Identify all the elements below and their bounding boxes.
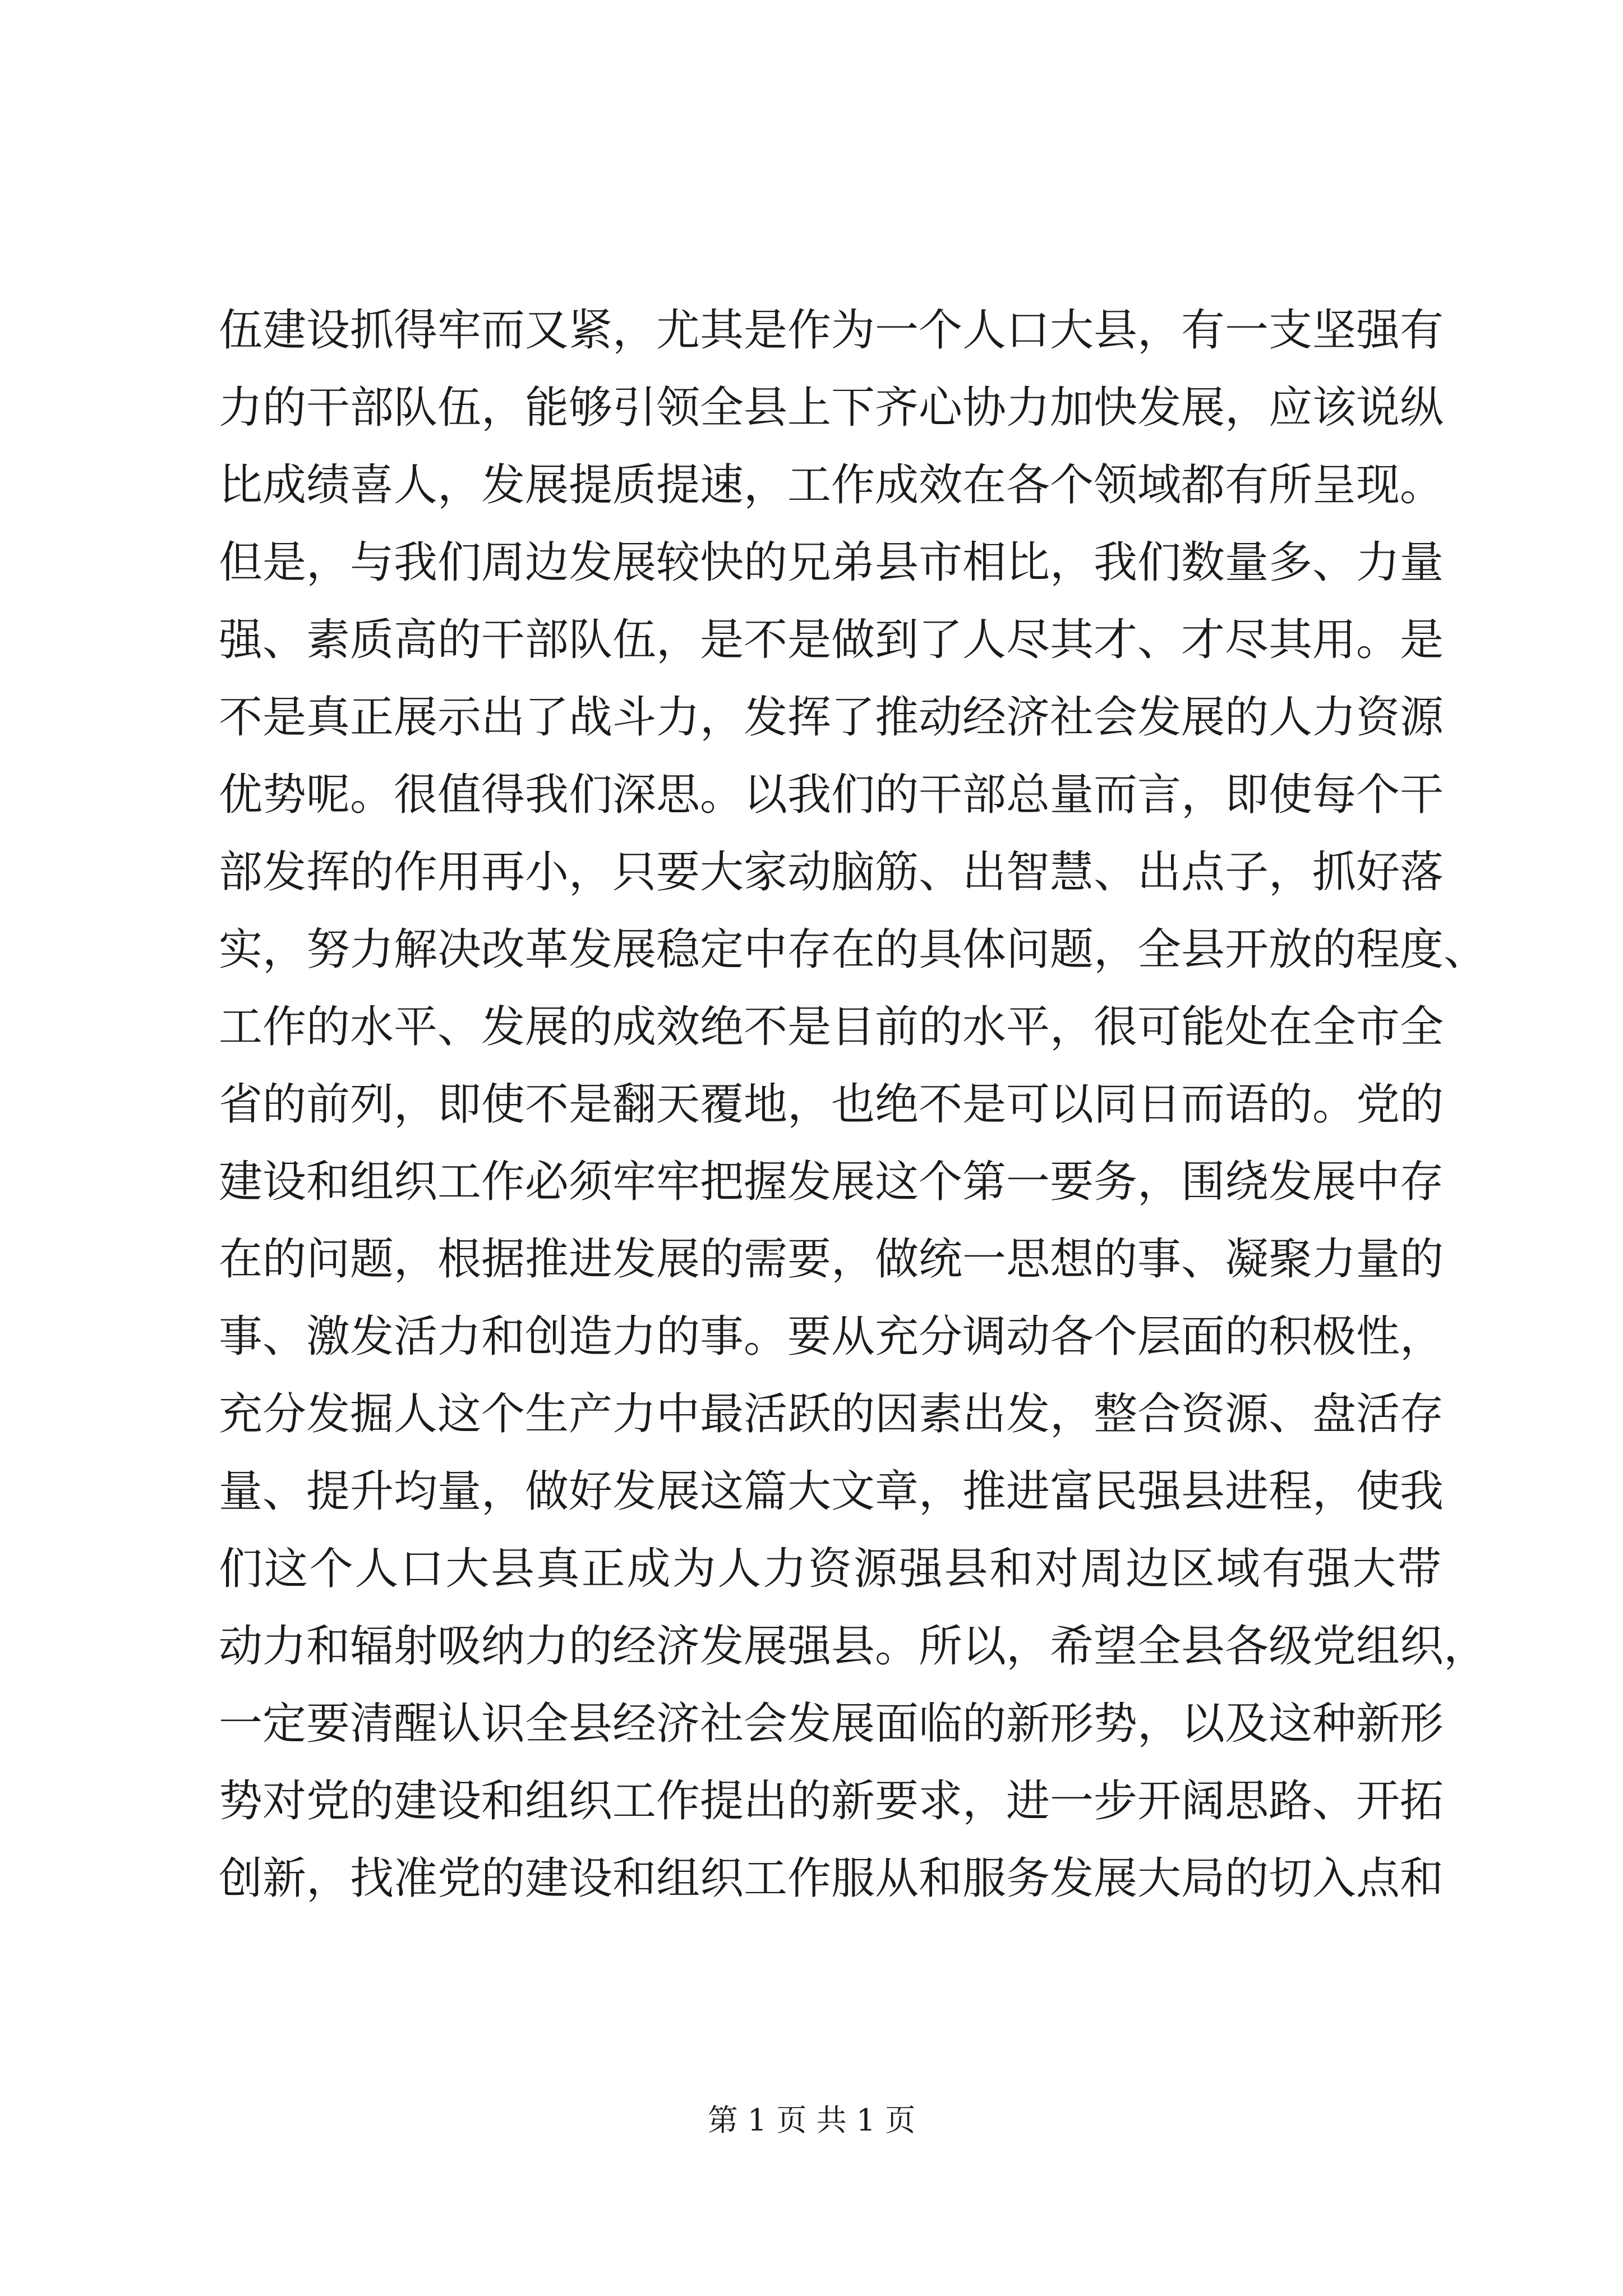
text-line: 建设和组织工作必须牢牢把握发展这个第一要务，围绕发展中存 bbox=[219, 1157, 1444, 1207]
text-line: 强、素质高的干部队伍，是不是做到了人尽其才、才尽其用。是 bbox=[219, 615, 1444, 665]
text-line: 实，努力解决改革发展稳定中存在的具体问题，全县开放的程度、 bbox=[219, 924, 1488, 975]
page-footer: 第 1 页 共 1 页 bbox=[707, 2102, 916, 2138]
text-line: 事、激发活力和创造力的事。要从充分调动各个层面的积极性， bbox=[219, 1312, 1444, 1362]
text-line: 比成绩喜人，发展提质提速，工作成效在各个领域都有所呈现。 bbox=[219, 460, 1444, 510]
text-line: 但是，与我们周边发展较快的兄弟县市相比，我们数量多、力量 bbox=[219, 537, 1444, 588]
text-line: 不是真正展示出了战斗力，发挥了推动经济社会发展的人力资源 bbox=[219, 692, 1444, 743]
text-line: 优势呢。很值得我们深思。以我们的干部总量而言，即使每个干 bbox=[219, 770, 1444, 820]
text-line: 势对党的建设和组织工作提出的新要求，进一步开阔思路、开拓 bbox=[219, 1776, 1444, 1826]
text-line: 伍建设抓得牢而又紧，尤其是作为一个人口大县，有一支坚强有 bbox=[219, 305, 1444, 356]
text-line: 创新，找准党的建设和组织工作服从和服务发展大局的切入点和 bbox=[219, 1853, 1444, 1904]
text-line: 省的前列，即使不是翻天覆地，也绝不是可以同日而语的。党的 bbox=[219, 1079, 1444, 1130]
text-line: 在的问题，根据推进发展的需要，做统一思想的事、凝聚力量的 bbox=[219, 1234, 1444, 1285]
text-line: 量、提升均量，做好发展这篇大文章，推进富民强县进程，使我 bbox=[219, 1466, 1444, 1517]
text-line: 一定要清醒认识全县经济社会发展面临的新形势，以及这种新形 bbox=[219, 1699, 1444, 1749]
text-line: 工作的水平、发展的成效绝不是目前的水平，很可能处在全市全 bbox=[219, 1002, 1444, 1052]
text-line: 力的干部队伍，能够引领全县上下齐心协力加快发展，应该说纵 bbox=[219, 383, 1444, 433]
text-line: 动力和辐射吸纳力的经济发展强县。所以，希望全县各级党组织， bbox=[219, 1621, 1488, 1672]
body-text bbox=[219, 292, 1488, 1917]
text-line: 充分发掘人这个生产力中最活跃的因素出发，整合资源、盘活存 bbox=[219, 1389, 1444, 1439]
text-line: 们这个人口大县真正成为人力资源强县和对周边区域有强大带 bbox=[219, 1544, 1441, 1594]
text-line: 部发挥的作用再小，只要大家动脑筋、出智慧、出点子，抓好落 bbox=[219, 847, 1444, 898]
